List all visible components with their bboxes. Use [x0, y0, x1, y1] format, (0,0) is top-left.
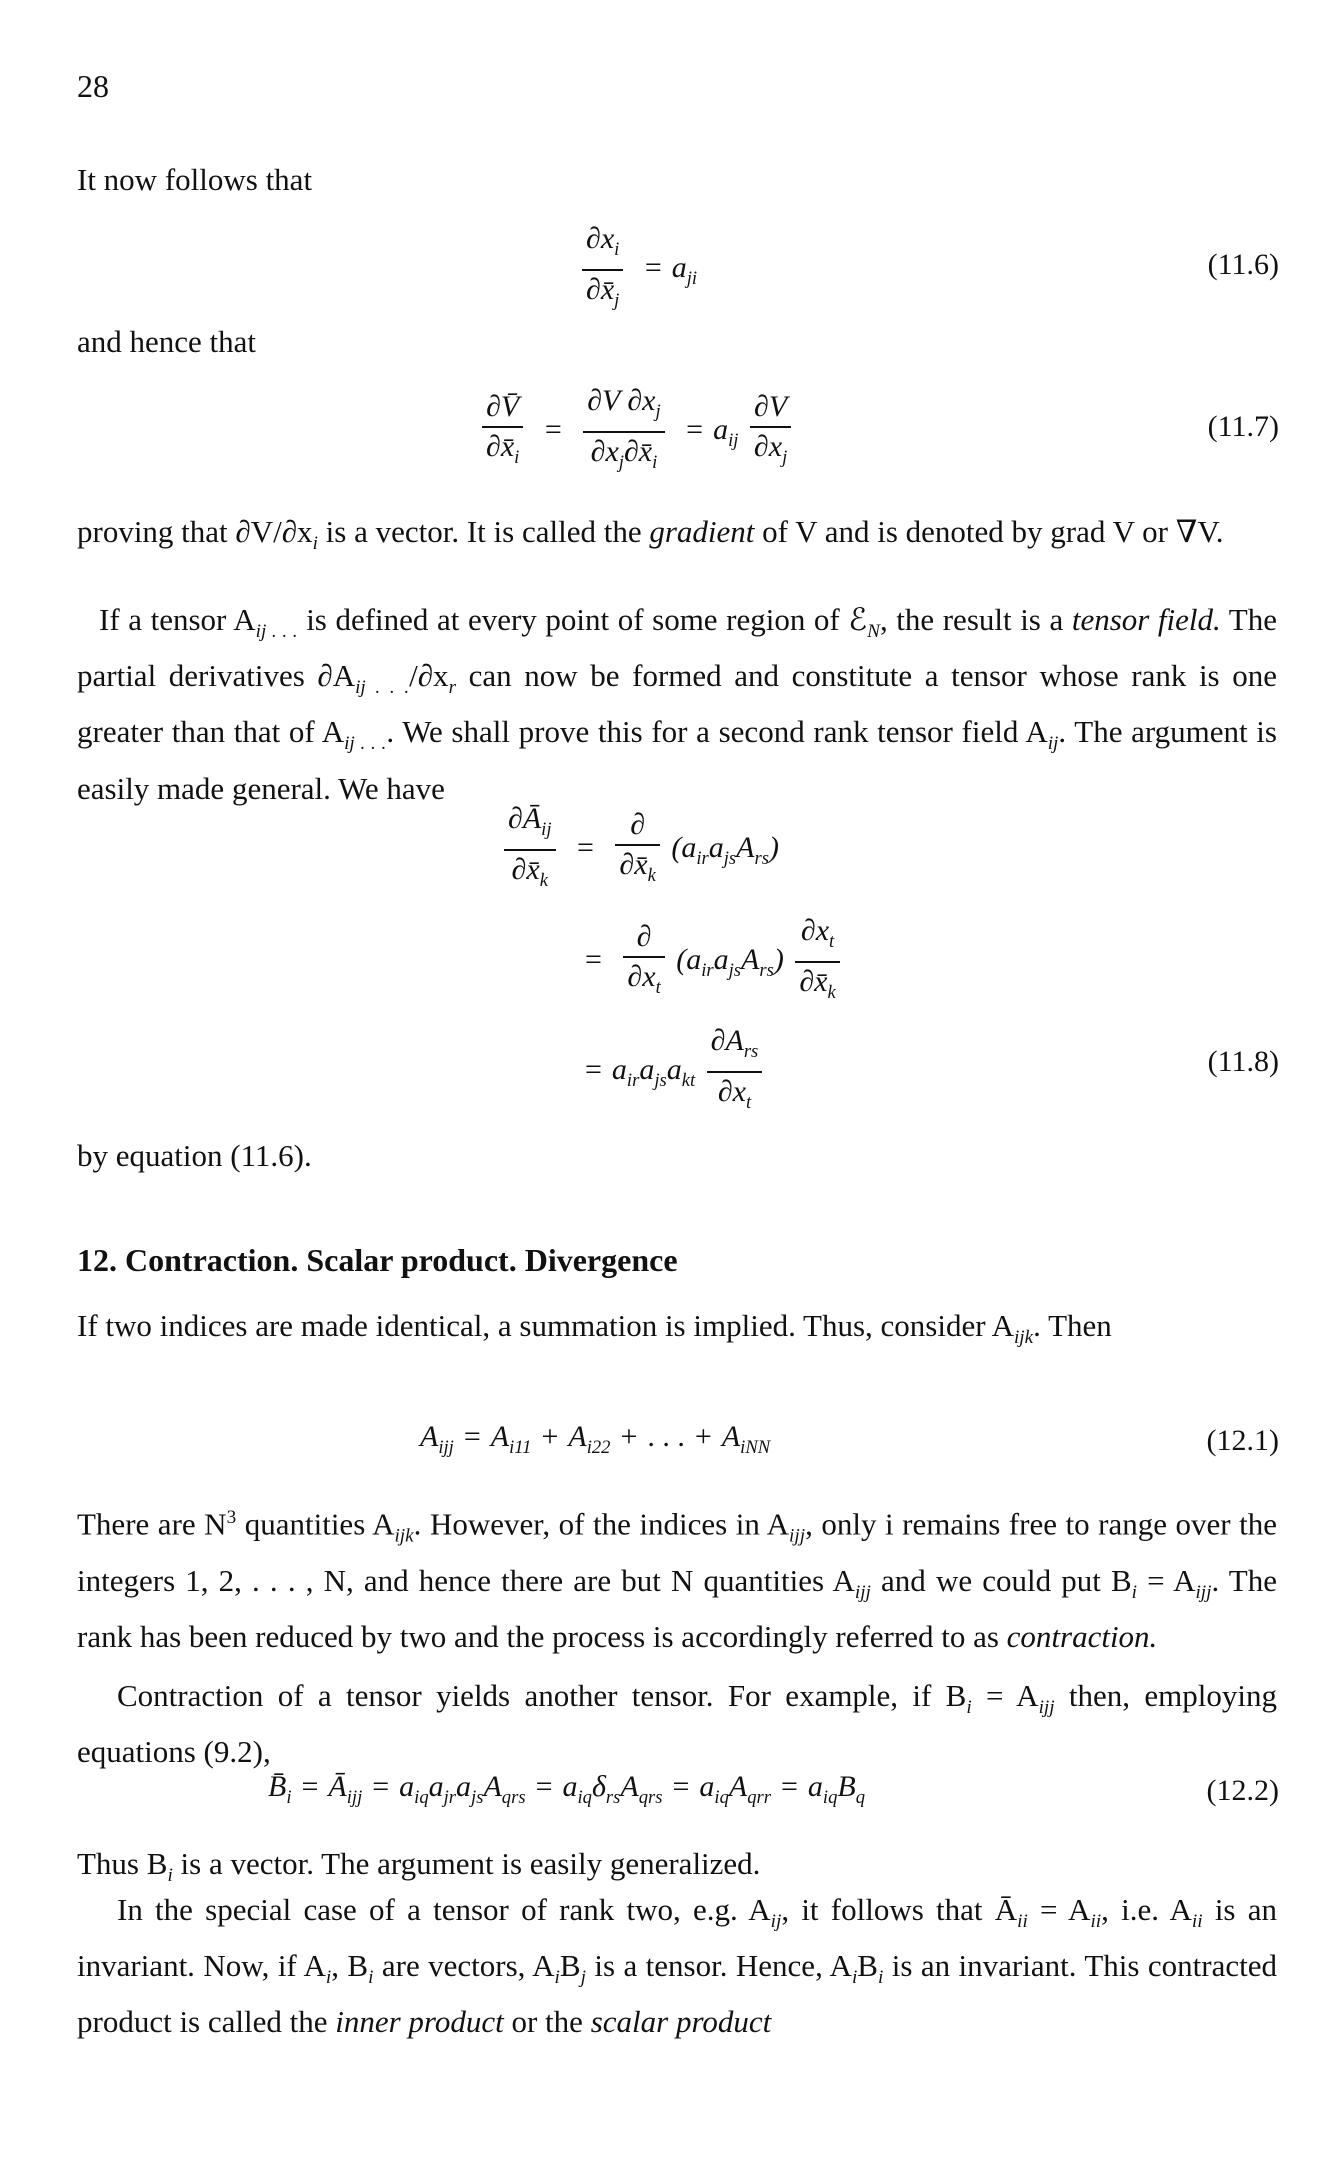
paragraph-gradient: proving that $\partial V/\partial x_i$ is a vector. It is called the gradient of V and is denoted by grad V or ∇V.: [77, 514, 1224, 555]
paragraph-scalar-product: In the special case of a tensor of rank two, e.g. $A_{ij}$, it follows that $Ā_{ii} = A_{ii}$, i.e. $A_{ii}$ is an invariant. Now, if $A_i$, $B_i$ are vectors, $A_iB_j$ is a tensor. Hence, $A_iB_i$ is an invariant. This contracted product is called the inner product or the scalar product: [77, 1892, 1278, 2040]
paragraph-contraction-intro: If two indices are made identical, a summation is implied. Thus, consider $A_{ijk}$. Then: [77, 1308, 1112, 1349]
paragraph-contraction-tensor: Contraction of a tensor yields another tensor. For example, if $B_i = A_{ijj}$ then, employing equations (9.2),: [77, 1678, 1277, 1770]
intro-text: It now follows that: [77, 162, 313, 197]
paragraph-contraction-def: There are $N^3$ quantities $A_{ijk}$. However, of the indices in $A_{ijj}$, only i remains free to range over the integers 1, 2, . . . , N, and hence there are but N quantities $A_{ijj}$ and we could put $B_i = A_{ijj}$. The rank has been reduced by two and the process is accordingly referred to as contraction.: [77, 1506, 1278, 1654]
section-heading: 12. Contraction. Scalar product. Divergence: [77, 1242, 678, 1278]
equation-11-8-line-3: = $a_{ir}a_{js}a_{kt}$ $\frac{\partial A_{rs}}{\partial x_t}$: [575, 1022, 766, 1122]
equation-number-11-8: (11.8): [1207, 1045, 1279, 1078]
equation-number-11-7: (11.7): [1207, 410, 1279, 443]
equation-12-1: $A_{ijj} = A_{i11} + A_{i22}$ + . . . + $A_{iNN}$: [420, 1420, 771, 1458]
page-number: 28: [77, 68, 109, 104]
by-equation-text: by equation (11.6).: [77, 1138, 312, 1173]
equation-11-7: $\frac{\partial V̄}{\partial x̄_i}$ = $\frac{\partial V \partial x_j}{\partial x_j\partial x̄_i}$ = $a_{ij}$ $\frac{\partial V}{\partial x_j}$: [478, 382, 795, 482]
equation-12-2: $B̄_i$ = $Ā_{ijj} = a_{iq}a_{jr}a_{js}A_{qrs} = a_{iq}\delta_{rs}A_{qrs} = a_{iq}A_{qrr} = a_{iq}B_q$: [268, 1770, 866, 1808]
and-hence-text: and hence that: [77, 324, 257, 359]
equation-number-12-2: (12.2): [1206, 1774, 1279, 1807]
equation-11-8-line-1: $\frac{\partial Ā_{ij}}{\partial x̄_k}$ = $\frac{\partial}{\partial x̄_k}$ $(a_{ir}a_{js}A_{rs})$: [500, 800, 779, 900]
thus-line: Thus $B_i$ is a vector. The argument is easily generalized.: [77, 1846, 761, 1887]
equation-number-12-1: (12.1): [1206, 1424, 1279, 1457]
equation-11-6: $\frac{\partial x_i}{\partial x̄_j}$ = $a_{ji}$: [578, 220, 697, 320]
equation-11-8-line-2: = $\frac{\partial}{\partial x_t}$ $(a_{ir}a_{js}A_{rs})$ $\frac{\partial x_t}{\partial x̄_k}$: [575, 912, 844, 1012]
paragraph-tensor-field: If a tensor $A_{ij . . .}$ is defined at every point of some region of ℰ$_N$, the result is a tensor field. The partial derivatives $\partial A_{ij . . .}/\partial x_r$ can now be formed and constitute a tensor whose rank is one greater than that of $A_{ij . . .}$. We shall prove this for a second rank tensor field $A_{ij}$. The argument is easily made general. We have: [77, 602, 1277, 806]
equation-number-11-6: (11.6): [1207, 248, 1279, 281]
